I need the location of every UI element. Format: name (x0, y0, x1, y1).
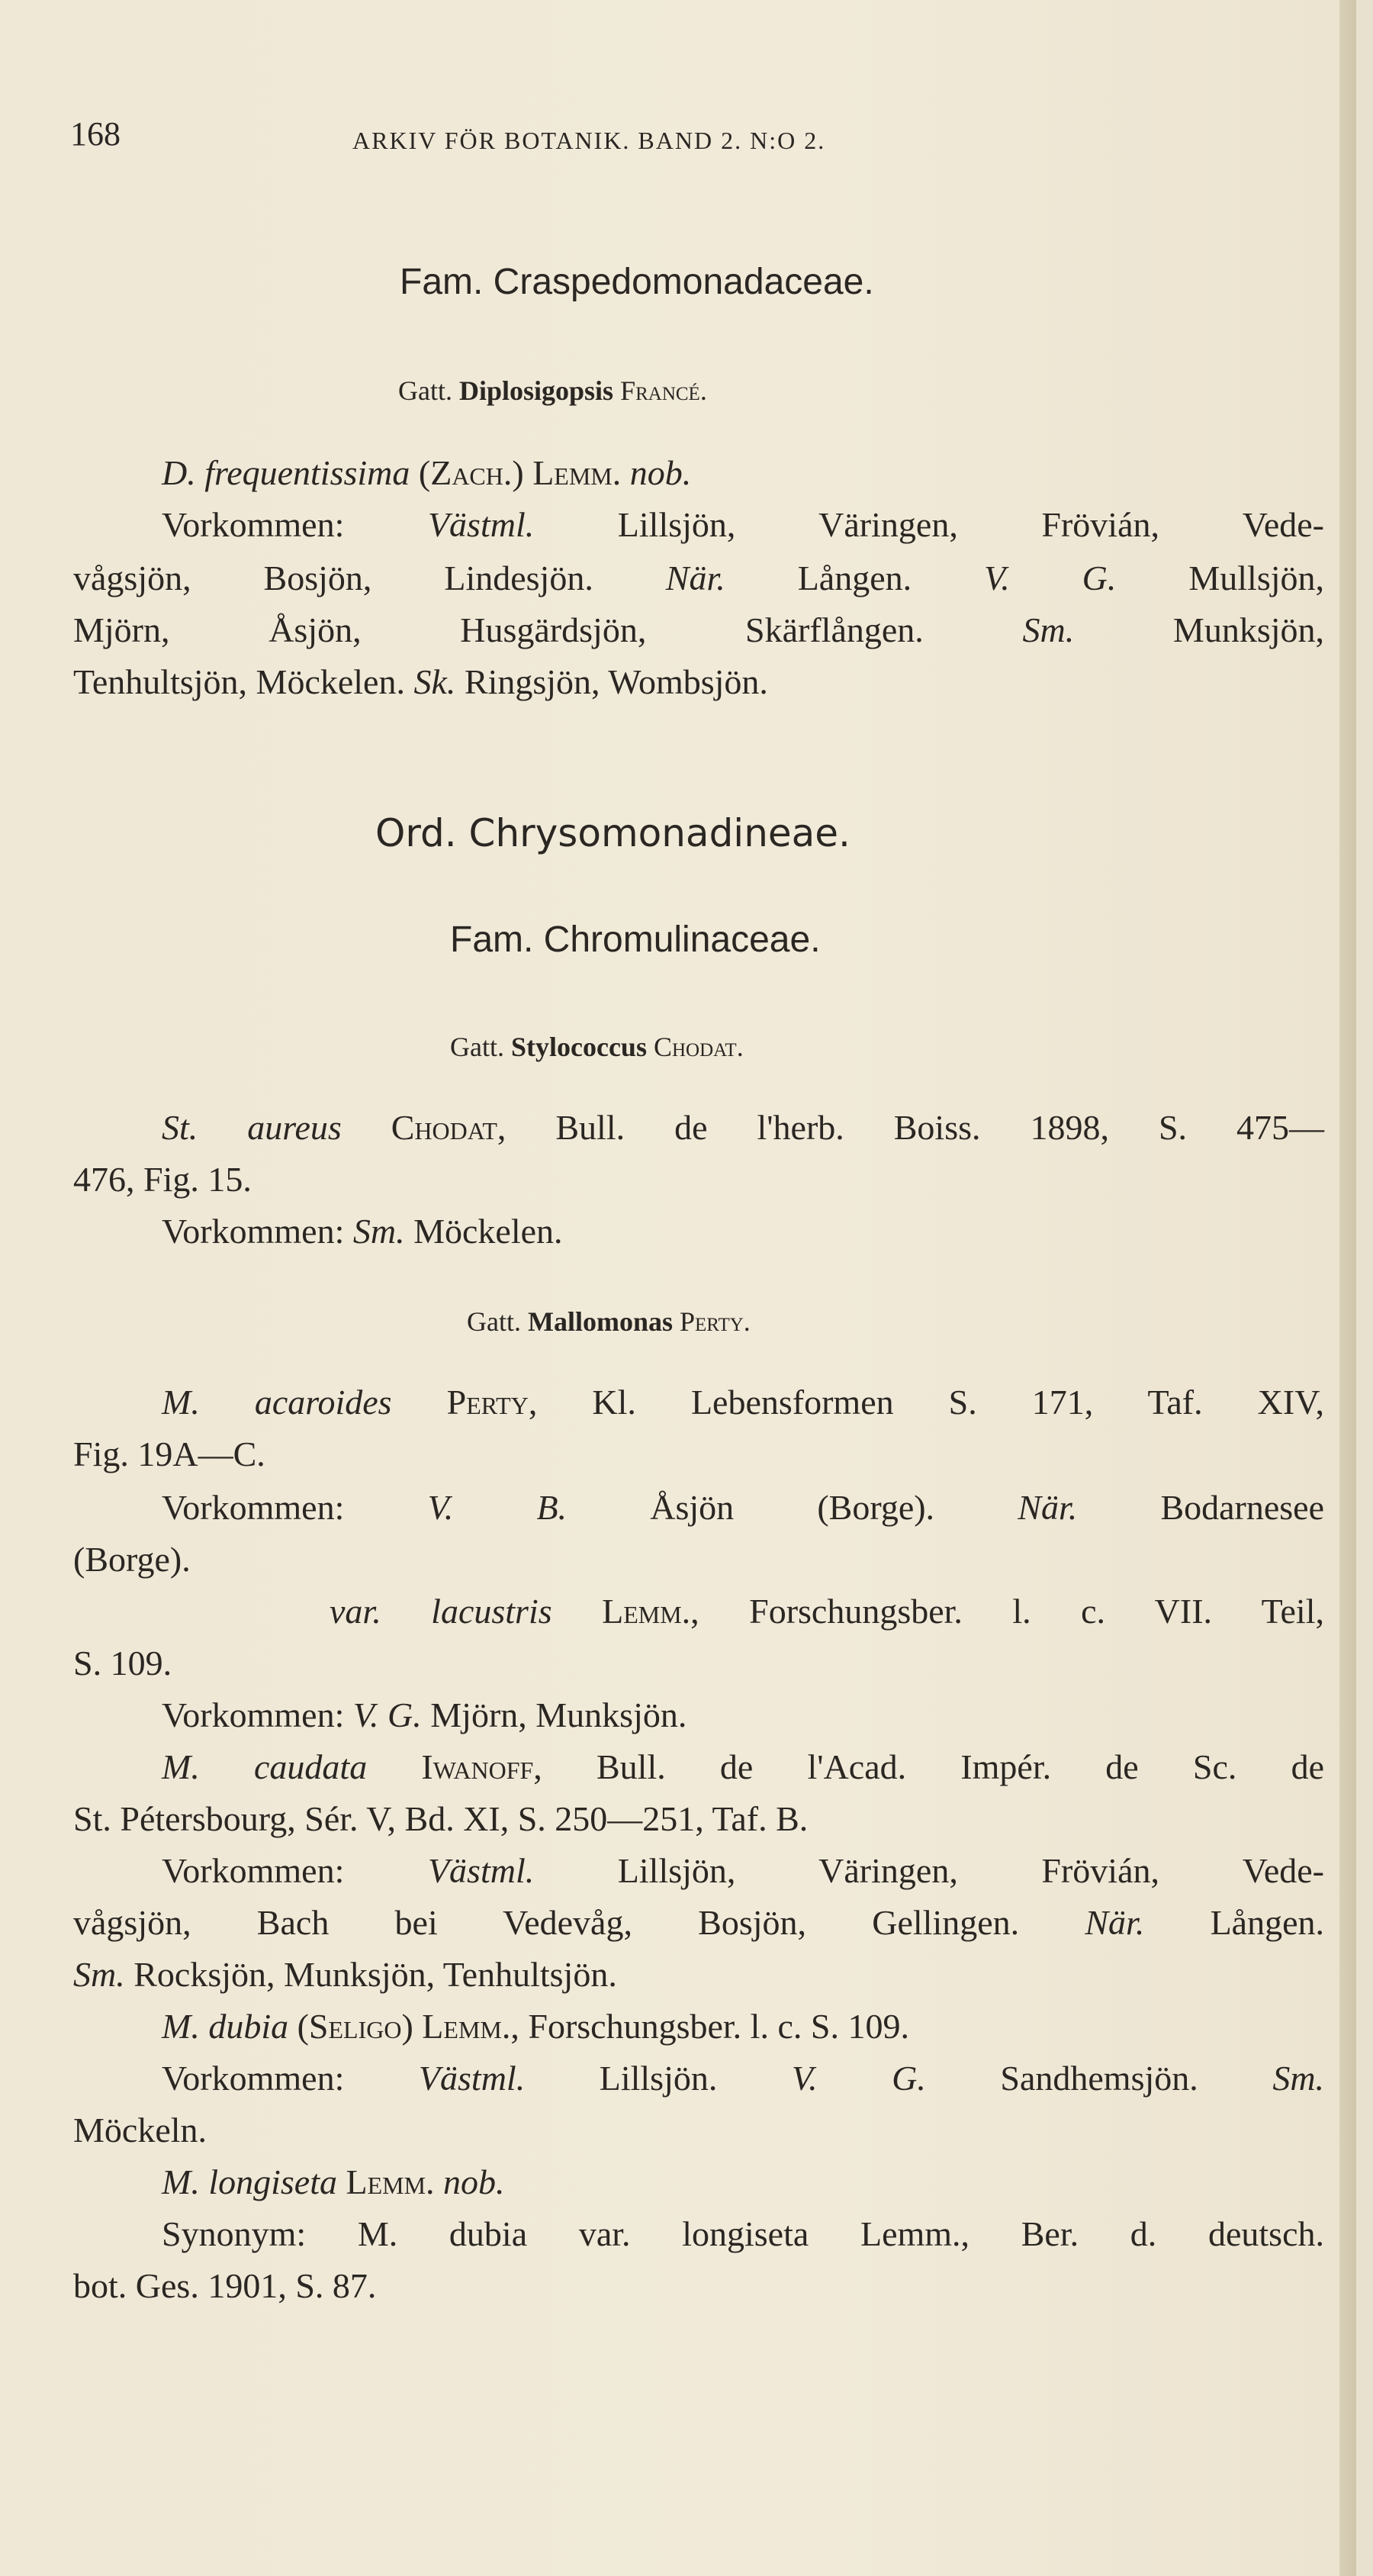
province: Västml. (427, 1851, 535, 1890)
localities: vågsjön, Bosjön, Lindesjön. (73, 559, 593, 597)
species-name: M. acaroides (162, 1383, 392, 1422)
localities: Bodarnesee (1077, 1488, 1325, 1527)
family-heading: Fam. Chromulinaceae. (450, 919, 821, 960)
genus-author: Perty. (680, 1306, 751, 1337)
gatt-prefix: Gatt. (467, 1306, 521, 1337)
text-line: Möckeln. (73, 2111, 207, 2149)
province: Sm. (73, 1955, 125, 1994)
reference-line: 476, Fig. 15. (73, 1160, 252, 1199)
text-line: (Borge). (73, 1540, 191, 1579)
genus-name: Stylococcus (510, 1032, 647, 1062)
localities: Tenhultsjön, Möckelen. (73, 662, 405, 701)
vorkommen-line (162, 504, 1324, 546)
province: När. (1085, 1903, 1145, 1942)
province: Sm. (1272, 2059, 1325, 2098)
province: När. (1018, 1488, 1078, 1527)
species-line (162, 1381, 1324, 1424)
text-line (73, 1953, 617, 1996)
localities: Lången. (725, 559, 985, 597)
localities: Lillsjön. (525, 2059, 718, 2098)
localities: Möckelen. (404, 1212, 563, 1251)
variety-authority: Lemm., (602, 1592, 699, 1631)
species-nob: nob. (443, 2162, 505, 2201)
variety-name: var. lacustris (330, 1592, 552, 1631)
synonym-line: bot. Ges. 1901, S. 87. (73, 2266, 377, 2305)
province: Sm. (352, 1212, 405, 1251)
species-line (162, 452, 691, 494)
reference-line: Fig. 19A—C. (73, 1435, 265, 1473)
localities: Lången. (1144, 1903, 1324, 1942)
family-heading: Fam. Craspedomonadaceae. (400, 262, 874, 302)
province: När. (665, 559, 725, 597)
variety-line (330, 1590, 1324, 1633)
gatt-prefix: Gatt. (450, 1032, 504, 1062)
province: V. G. (352, 1695, 422, 1734)
species-name: D. frequentissima (162, 453, 410, 492)
reference: Bull. de l'herb. Boiss. 1898, S. 475— (506, 1108, 1325, 1147)
species-name: St. aureus (162, 1108, 342, 1147)
localities: Mjörn, Munksjön. (421, 1695, 687, 1734)
province: Västml. (418, 2059, 526, 2098)
vorkommen-line (162, 2057, 1324, 2100)
vorkommen-label: Vorkommen: (162, 1488, 345, 1527)
vorkommen-label: Vorkommen: (162, 1212, 345, 1251)
localities: Lillsjön, Väringen, Frövián, Vede- (534, 505, 1325, 544)
species-line (162, 1106, 1324, 1149)
reference: Forschungsber. l. c. S. 109. (519, 2007, 909, 2046)
localities: Sandhemsjön. (925, 2059, 1198, 2098)
page-number: 168 (70, 115, 121, 153)
order-heading: Ord. Chrysomonadineae. (375, 811, 850, 855)
genus-heading (398, 369, 707, 412)
province: Västml. (427, 505, 535, 544)
localities: Mjörn, Åsjön, Husgärdsjön, Skärflången. (73, 610, 924, 649)
genus-heading (467, 1300, 751, 1343)
vorkommen-line (162, 1210, 563, 1253)
species-line (162, 2005, 909, 2048)
species-nob: nob. (629, 453, 692, 492)
text-line (73, 609, 1324, 652)
localities: Mullsjön, (1116, 559, 1325, 597)
reference-line: St. Pétersbourg, Sér. V, Bd. XI, S. 250—251, Taf. B. (73, 1799, 809, 1838)
reference: Forschungsber. l. c. VII. Teil, (699, 1592, 1324, 1631)
vorkommen-line (162, 1694, 686, 1737)
species-line (162, 1746, 1324, 1789)
genus-author: Francé. (620, 375, 707, 406)
localities: Ringsjön, Wombsjön. (455, 662, 768, 701)
vorkommen-label: Vorkommen: (162, 1695, 345, 1734)
localities: vågsjön, Bach bei Vedevåg, Bosjön, Gellingen. (73, 1903, 1020, 1942)
species-name: M. dubia (162, 2007, 289, 2046)
reference-line: S. 109. (73, 1644, 172, 1682)
localities: Åsjön (Borge). (567, 1488, 935, 1527)
text-line (73, 557, 1324, 600)
genus-name: Diplosigopsis (458, 375, 614, 406)
running-title: ARKIV FÖR BOTANIK. BAND 2. N:O 2. (352, 127, 826, 154)
synonym-label: Synonym: (162, 2214, 307, 2253)
province: V. B. (427, 1488, 568, 1527)
genus-name: Mallomonas (527, 1306, 673, 1337)
species-authority: Lemm. (346, 2162, 435, 2201)
synonym-line (162, 2213, 1324, 2256)
species-authority: Perty, (446, 1383, 538, 1422)
province: Sk. (413, 662, 456, 701)
text-line (73, 1901, 1324, 1944)
species-line (162, 2161, 505, 2204)
species-authority: Chodat, (391, 1108, 506, 1147)
vorkommen-label: Vorkommen: (162, 2059, 345, 2098)
text-line (73, 661, 768, 704)
reference: Kl. Lebensformen S. 171, Taf. XIV, (537, 1383, 1324, 1422)
vorkommen-line (162, 1850, 1324, 1892)
province: V. G. (984, 559, 1117, 597)
species-authority: (Zach.) Lemm. (418, 453, 622, 492)
vorkommen-label: Vorkommen: (162, 505, 345, 544)
genus-author: Chodat. (653, 1032, 744, 1062)
species-name: M. caudata (162, 1747, 368, 1786)
gatt-prefix: Gatt. (398, 375, 452, 406)
species-authority: Iwanoff, (421, 1747, 542, 1786)
species-authority: (Seligo) Lemm., (297, 2007, 519, 2046)
localities: Rocksjön, Munksjön, Tenhultsjön. (124, 1955, 617, 1994)
species-name: M. longiseta (162, 2162, 337, 2201)
page-edge (1339, 0, 1356, 2576)
vorkommen-label: Vorkommen: (162, 1851, 345, 1890)
genus-heading (450, 1026, 744, 1068)
localities: Munksjön, (1074, 610, 1324, 649)
synonym-text: M. dubia var. longiseta Lemm., Ber. d. deutsch. (306, 2214, 1324, 2253)
province: Sm. (1022, 610, 1075, 649)
reference: Bull. de l'Acad. Impér. de Sc. de (542, 1747, 1324, 1786)
vorkommen-line (162, 1486, 1324, 1529)
localities: Lillsjön, Väringen, Frövián, Vede- (534, 1851, 1325, 1890)
province: V. G. (791, 2059, 926, 2098)
